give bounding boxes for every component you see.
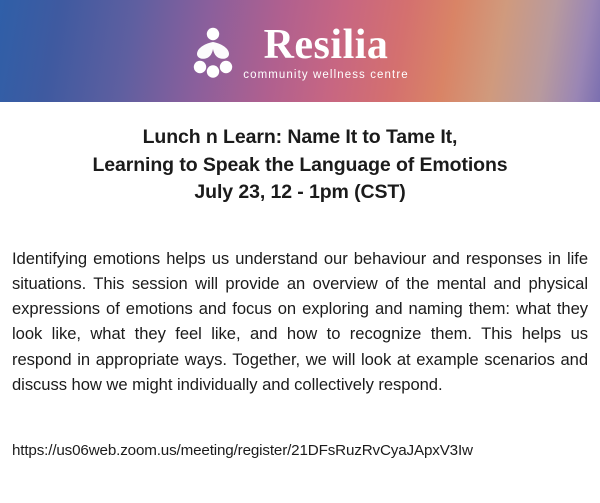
page-title [0, 102, 600, 207]
registration-link[interactable]: https://us06web.zoom.us/meeting/register/21DFsRuzRvCyaJApxV3Iw [12, 441, 473, 459]
brand-logo [0, 0, 600, 102]
description-paragraph: Identifying emotions helps us understand our behaviour and responses in life situations. This session will provide an overview of the mental and physical expressions of emotions and focus on exploring and naming them: what they look like, what they feel like, and how to recognize them. This helps us respond in appropriate ways. Together, we will look at example scenarios and discuss how we might individually and collectively respond. [12, 248, 588, 394]
brand-name: Resilia [263, 22, 389, 69]
header-banner [0, 0, 600, 102]
title-line-3: July 23, 12 - 1pm (CST) [194, 181, 406, 204]
registration-section [0, 414, 600, 460]
three-dots-leaf-mark-icon [191, 27, 235, 79]
title-line-2: Learning to Speak the Language of Emotions [92, 153, 508, 176]
title-line-1: Lunch n Learn: Name It to Tame It, [142, 126, 458, 148]
brand-tagline: community wellness centre [243, 69, 409, 82]
description-section [0, 207, 600, 397]
